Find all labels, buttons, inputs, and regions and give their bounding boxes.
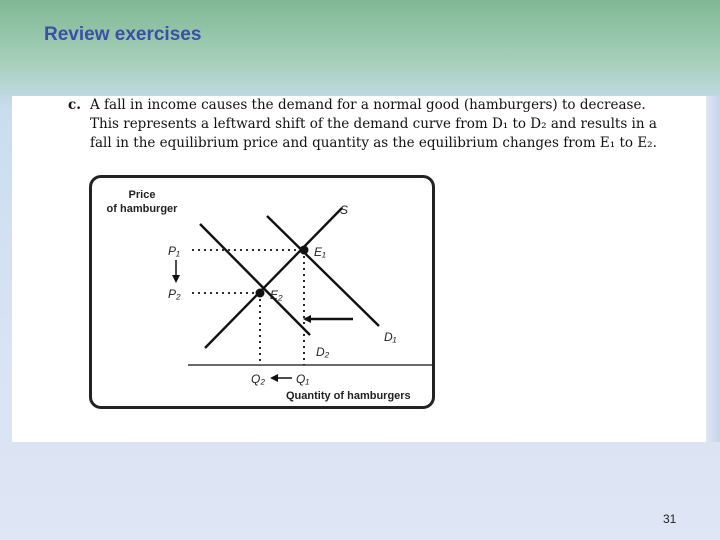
y-axis-label-line2: of hamburger xyxy=(106,203,178,215)
demand1-label: D₁ xyxy=(384,330,397,344)
price1-label: P₁ xyxy=(168,244,180,258)
page-number: 31 xyxy=(663,512,677,526)
slide-title: Review exercises xyxy=(44,24,202,45)
qty2-label: Q₂ xyxy=(251,372,265,386)
equilibrium-point-1 xyxy=(300,246,309,255)
equilibrium-point-2 xyxy=(256,289,265,298)
y-axis-label-line1: Price xyxy=(128,189,156,201)
decorative-strip xyxy=(706,96,720,442)
eq1-label: E₁ xyxy=(314,245,326,259)
exercise-line-2: This represents a leftward shift of the demand curve from D₁ to D₂ and results in a xyxy=(90,116,657,132)
exercise-body xyxy=(90,96,700,153)
supply-demand-graph xyxy=(89,175,435,409)
exercise-line-1: A fall in income causes the demand for a normal good (hamburgers) to decrease. xyxy=(90,97,646,113)
supply-curve xyxy=(205,208,342,348)
exercise-letter: c. xyxy=(68,97,81,113)
price2-label: P₂ xyxy=(168,287,181,301)
supply-label: S xyxy=(340,203,349,217)
supply-demand-diagram xyxy=(92,178,432,406)
x-axis-label: Quantity of hamburgers xyxy=(286,390,411,402)
demand2-label: D₂ xyxy=(316,345,330,359)
exercise-text xyxy=(68,96,700,153)
qty1-label: Q₁ xyxy=(296,372,310,386)
exercise-line-3: fall in the equilibrium price and quantity as the equilibrium changes from E₁ to E₂. xyxy=(90,135,657,151)
eq2-label: E₂ xyxy=(270,288,283,302)
